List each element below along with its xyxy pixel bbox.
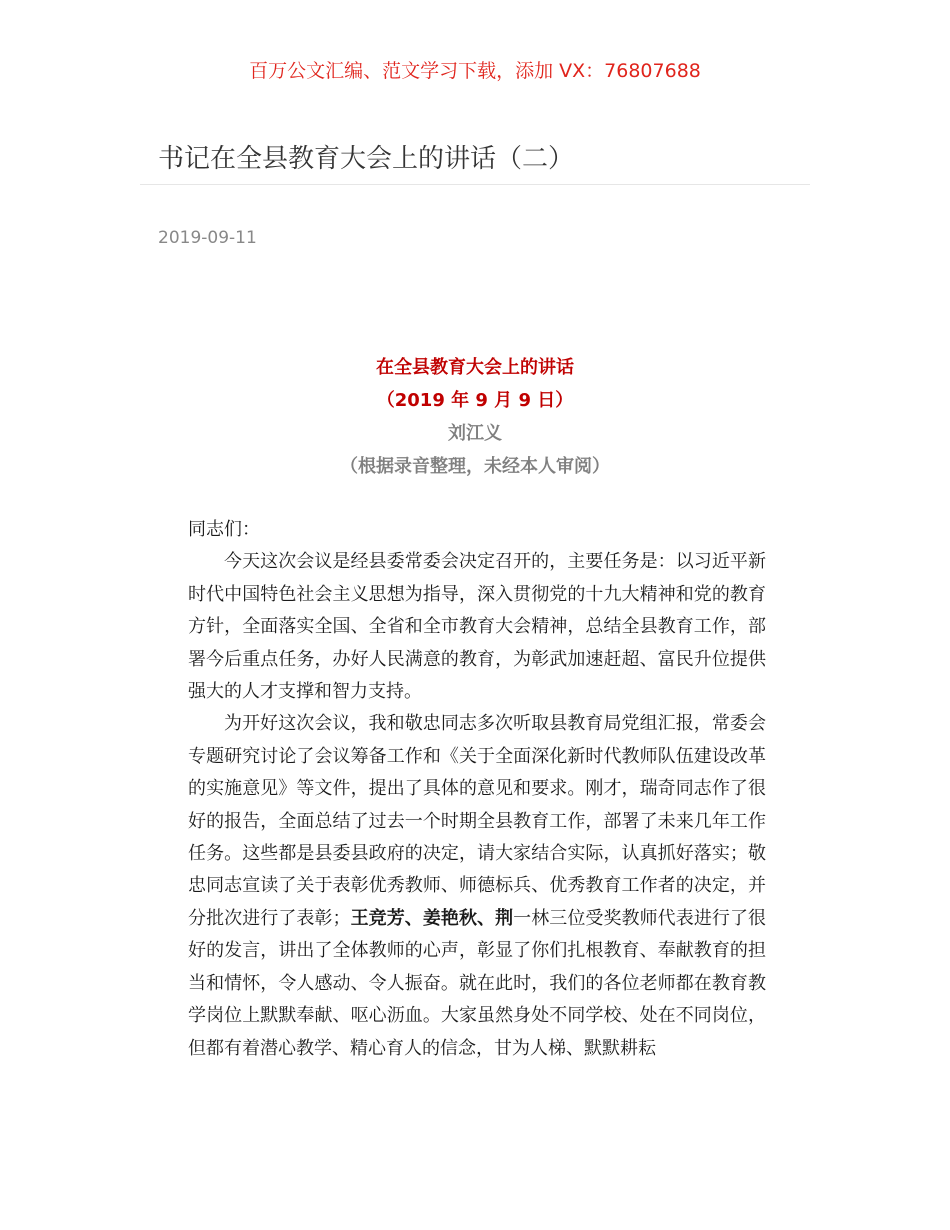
speech-note: （根据录音整理，未经本人审阅） [340, 456, 610, 477]
speech-header [0, 354, 950, 486]
paragraph-2-part-1: 为开好这次会议，我和敬忠同志多次听取县教育局党组汇报，常委会专题研究讨论了会议筹备工作和《关于全面深化新时代教师队伍建设改革的实施意见》等文件，提出了具体的意见和要求。刚才，瑞奇同志作了很好的报告，全面总结了过去一个时期全县教育工作，部署了未来几年工作任务。这些都是县委县政府的决定，请大家结合实际，认真抓好落实；敬忠同志宣读了关于表彰优秀教师、师德标兵、优秀教育工作者的决定，并分批次进行了表彰； [188, 713, 766, 929]
speech-date: （2019 年 9 月 9 日） [376, 390, 574, 411]
article-title: 书记在全县教育大会上的讲话（二） [158, 144, 575, 174]
speech-speaker: 刘江义 [448, 423, 502, 444]
paragraph-2-part-2: 一林三位受奖教师代表进行了很好的发言，讲出了全体教师的心声，彰显了你们扎根教育、奉献教育的担当和情怀，令人感动、令人振奋。就在此时，我们的各位老师都在教育教学岗位上默默奉献、呕心沥血。大家虽然身处不同学校、处在不同岗位，但都有着潜心教学、精心育人的信念，甘为人梯、默默耕耘 [188, 907, 767, 1059]
download-banner: 百万公文汇编、范文学习下载，添加 VX：76807688 [249, 60, 701, 82]
salutation: 同志们： [188, 519, 260, 540]
teacher-names: 王竞芳、姜艳秋、荆 [350, 907, 514, 929]
speech-title: 在全县教育大会上的讲话 [376, 357, 574, 378]
paragraph-2 [188, 708, 766, 1064]
paragraph-1: 今天这次会议是经县委常委会决定召开的，主要任务是：以习近平新时代中国特色社会主义思想为指导，深入贯彻党的十九大精神和党的教育方针，全面落实全国、全省和全市教育大会精神，总结全县教育工作，部署今后重点任务，办好人民满意的教育，为彰武加速赶超、富民升位提供强大的人才支撑和智力支持。 [188, 551, 766, 703]
article-date: 2019-09-11 [158, 228, 257, 248]
speech-body [188, 514, 766, 1065]
title-divider [140, 184, 810, 185]
